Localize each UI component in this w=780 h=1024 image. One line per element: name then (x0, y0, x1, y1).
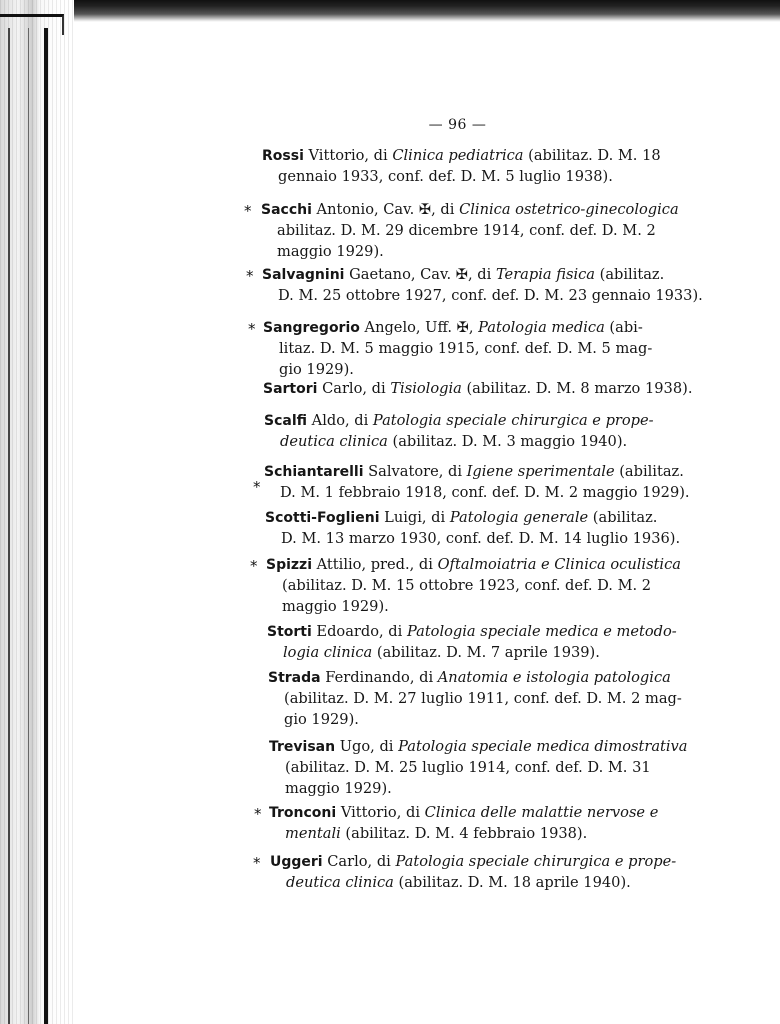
entry-detail-text: abilitaz. D. M. 29 dicembre 1914, conf. def. D. M. 2 (277, 221, 656, 239)
entry-surname: Spizzi (266, 557, 312, 573)
entry-continuation-line (261, 242, 679, 263)
entry-continuation-line (266, 576, 681, 597)
entry-continuation-line (269, 779, 688, 800)
entry-detail-text: gio 1929). (284, 710, 359, 728)
entry-first-line (263, 379, 692, 400)
entry-star-marker: * (253, 478, 261, 496)
entry-name-text: Ferdinando, di (320, 669, 438, 686)
entry-surname: Schiantarelli (264, 464, 364, 480)
entry-first-line (264, 462, 690, 483)
entry-detail-text: gennaio 1933, conf. def. D. M. 5 luglio 1938). (278, 167, 613, 185)
entry-star-marker: * (246, 267, 254, 285)
entry-continuation-line (262, 167, 661, 188)
directory-entry (269, 737, 688, 799)
entry-continuation-line (268, 689, 682, 710)
entry-continuation-line (264, 432, 654, 453)
entry-detail-text: (abilitaz. D. M. 18 aprile 1940). (393, 873, 631, 891)
entry-continuation-line (265, 529, 680, 550)
entry-subject: Clinica ostetrico-ginecologica (459, 201, 679, 218)
entry-star-marker: * (253, 854, 261, 872)
entry-continuation-line (268, 710, 682, 731)
entry-surname: Sacchi (261, 202, 312, 218)
entry-name-text: Angelo, Uff. ✠, (359, 319, 479, 336)
entry-subject: Anatomia e istologia patologica (437, 669, 671, 686)
entry-continuation-line (269, 824, 658, 845)
entry-first-line (269, 803, 658, 824)
entry-detail-text: (abilitaz. (594, 266, 665, 283)
entry-surname: Uggeri (270, 854, 323, 870)
directory-entry (268, 668, 682, 730)
entry-subject: Clinica pediatrica (392, 147, 524, 164)
entry-surname: Salvagnini (262, 267, 345, 283)
directory-entry (264, 462, 690, 504)
entry-name-text: Vittorio, di (336, 804, 425, 821)
entry-detail-text: (abilitaz. D. M. 15 ottobre 1923, conf. def. D. M. 2 (282, 576, 652, 594)
entry-detail-text: D. M. 13 marzo 1930, conf. def. D. M. 14 luglio 1936). (281, 529, 681, 547)
entry-surname: Tronconi (269, 805, 337, 821)
entry-detail-text: (abilitaz. (614, 463, 684, 480)
entry-continuation-line (270, 873, 676, 894)
entry-subject-continued: deutica clinica (280, 432, 388, 450)
entry-subject: Oftalmoiatria e Clinica oculistica (437, 556, 681, 573)
directory-entry (262, 265, 703, 307)
entry-detail-text: (abi- (604, 319, 643, 336)
entry-first-line (264, 411, 654, 432)
entry-continuation-line (263, 360, 652, 381)
entry-surname: Sangregorio (263, 320, 360, 336)
entry-subject: Patologia medica (478, 319, 605, 336)
entry-detail-text: (abilitaz. D. M. 7 aprile 1939). (372, 643, 600, 661)
entry-detail-text: (abilitaz. (588, 509, 658, 526)
entry-first-line (265, 508, 680, 529)
entry-detail-text: (abilitaz. D. M. 3 maggio 1940). (387, 432, 628, 450)
entry-subject-continued: logia clinica (283, 643, 373, 661)
page-number: — 96 — (428, 117, 487, 133)
entry-subject-continued: deutica clinica (286, 873, 394, 891)
entry-subject: Clinica delle malattie nervose e (424, 804, 659, 821)
entry-detail-text: gio 1929). (279, 360, 354, 378)
entry-name-text: Luigi, di (379, 509, 450, 526)
entry-continuation-line (269, 758, 688, 779)
directory-entry (266, 555, 681, 617)
entry-subject-continued: mentali (285, 824, 341, 842)
entry-continuation-line (263, 339, 652, 360)
entry-detail-text: litaz. D. M. 5 maggio 1915, conf. def. D. M. 5 mag- (279, 339, 653, 357)
entry-detail-text: (abilitaz. D. M. 4 febbraio 1938). (340, 824, 588, 842)
entry-first-line (262, 265, 703, 286)
entry-star-marker: * (250, 557, 258, 575)
entry-detail-text: D. M. 1 febbraio 1918, conf. def. D. M. 2 maggio 1929). (280, 483, 690, 501)
entry-continuation-line (262, 286, 703, 307)
entry-name-text: Salvatore, di (363, 463, 467, 480)
entry-subject: Tisiologia (390, 380, 462, 397)
entry-name-text: Attilio, pred., di (312, 556, 438, 573)
directory-entry (270, 852, 676, 894)
entry-name-text: Carlo, di (317, 380, 391, 397)
entry-surname: Sartori (263, 381, 318, 397)
directory-entry (261, 200, 679, 262)
entry-subject: Igiene sperimentale (466, 463, 615, 480)
entry-star-marker: * (244, 202, 252, 220)
entry-name-text: Ugo, di (335, 738, 399, 755)
entry-first-line (263, 318, 652, 339)
entry-name-text: Edoardo, di (311, 623, 407, 640)
directory-entry (263, 379, 692, 400)
entry-detail-text: maggio 1929). (285, 779, 392, 797)
entry-first-line (270, 852, 676, 873)
directory-entry (262, 146, 661, 188)
entry-detail-text: maggio 1929). (282, 597, 389, 615)
entry-continuation-line (267, 643, 677, 664)
entry-subject: Patologia speciale chirurgica e prope- (395, 853, 677, 870)
entry-name-text: Antonio, Cav. ✠, di (311, 201, 460, 218)
entry-first-line (266, 555, 681, 576)
entry-detail-text: (abilitaz. D. M. 8 marzo 1938). (461, 380, 693, 397)
entry-continuation-line (264, 483, 690, 504)
entry-name-text: Aldo, di (307, 412, 373, 429)
entry-detail-text: (abilitaz. D. M. 25 luglio 1914, conf. def. D. M. 31 (285, 758, 651, 776)
entry-surname: Strada (268, 670, 321, 686)
entry-subject: Patologia speciale medica e metodo- (406, 623, 677, 640)
entry-surname: Storti (267, 624, 312, 640)
entry-detail-text: maggio 1929). (277, 242, 384, 260)
directory-entry (264, 411, 654, 453)
entry-subject: Patologia speciale chirurgica e prope- (372, 412, 654, 429)
entry-name-text: Vittorio, di (303, 147, 393, 164)
entry-subject: Patologia speciale medica dimostrativa (398, 738, 688, 755)
entry-first-line (269, 737, 688, 758)
entry-first-line (267, 622, 677, 643)
entry-surname: Scalfi (264, 413, 308, 429)
directory-entry (267, 622, 677, 664)
entry-star-marker: * (248, 320, 256, 338)
directory-entry (263, 318, 652, 380)
directory-entry (265, 508, 680, 550)
entry-surname: Scotti-Foglieni (265, 510, 380, 526)
entry-subject: Patologia generale (449, 509, 589, 526)
directory-entry (269, 803, 658, 845)
entry-subject: Terapia fisica (495, 266, 595, 283)
entry-first-line (262, 146, 661, 167)
entry-detail-text: (abilitaz. D. M. 18 (523, 147, 661, 164)
entry-continuation-line (266, 597, 681, 618)
entry-surname: Trevisan (269, 739, 336, 755)
entry-first-line (261, 200, 679, 221)
entry-star-marker: * (254, 805, 262, 823)
entry-surname: Rossi (262, 148, 304, 164)
entry-name-text: Gaetano, Cav. ✠, di (344, 266, 496, 283)
entry-first-line (268, 668, 682, 689)
entry-continuation-line (261, 221, 679, 242)
entry-detail-text: D. M. 25 ottobre 1927, conf. def. D. M. 23 gennaio 1933). (278, 286, 703, 304)
entry-name-text: Carlo, di (322, 853, 396, 870)
entry-detail-text: (abilitaz. D. M. 27 luglio 1911, conf. def. D. M. 2 mag- (284, 689, 682, 707)
